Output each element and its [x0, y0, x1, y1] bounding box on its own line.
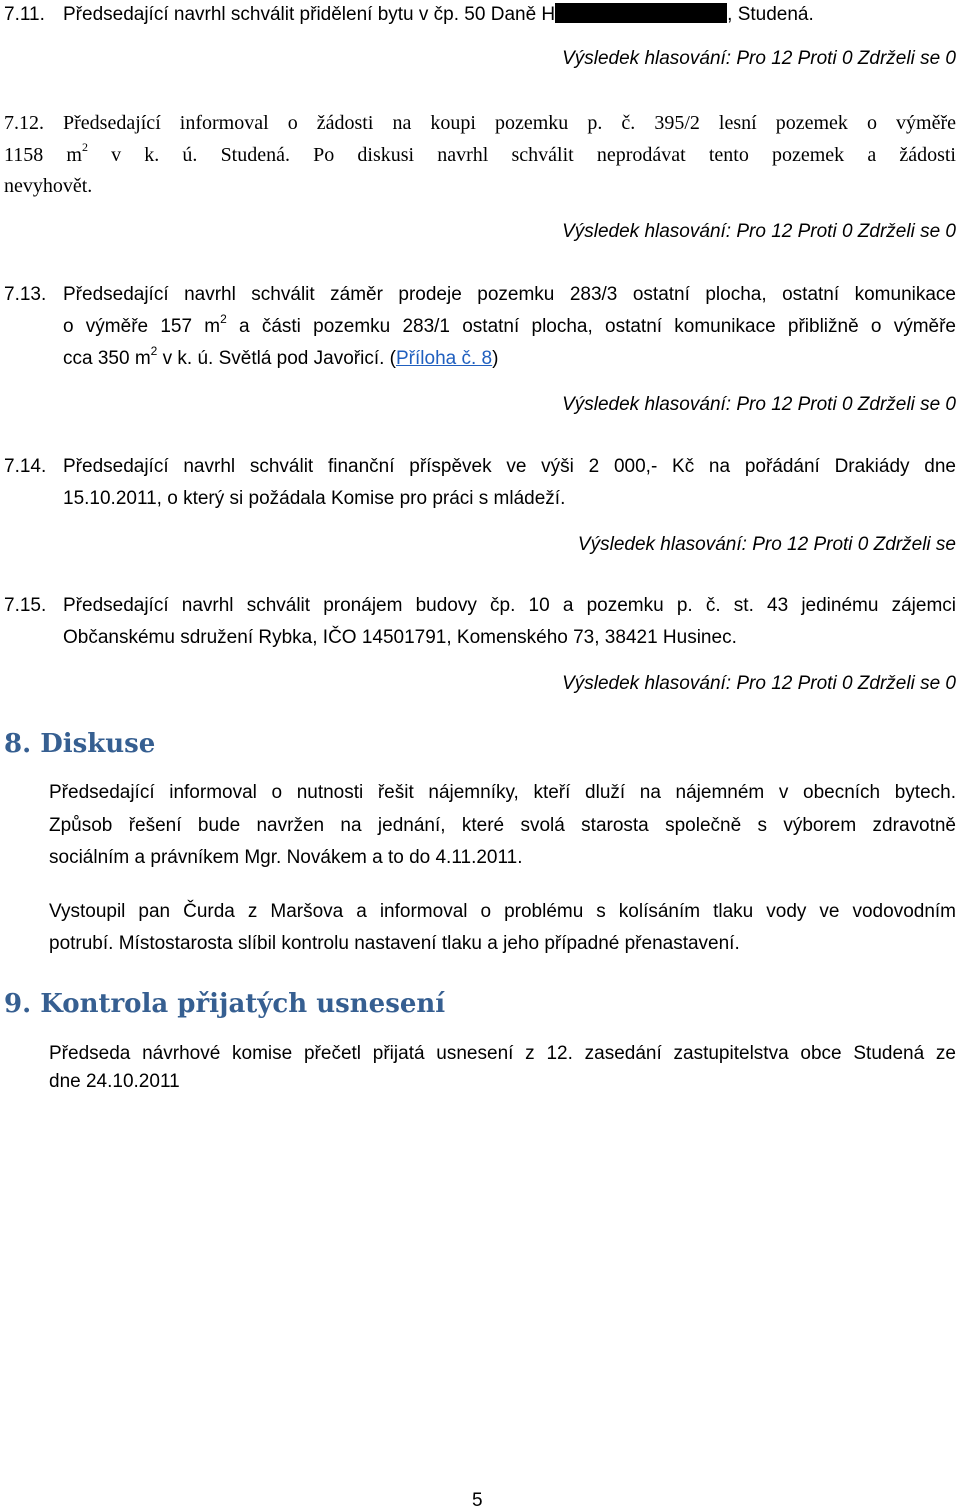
- paragraph-line: Způsob řešení bude navržen na jednání, které svolá starosta společně s výborem zdravotně: [49, 815, 956, 836]
- redaction-bar: [555, 3, 727, 23]
- paragraph-line: Předseda návrhové komise přečetl přijatá usnesení z 12. zasedání zastupitelstva obce Studená ze: [49, 1043, 956, 1064]
- item-number: 7.15.: [4, 595, 47, 616]
- paragraph-line: dne 24.10.2011: [49, 1071, 180, 1092]
- item-number: 7.11.: [4, 4, 45, 25]
- superscript: 2: [81, 140, 88, 155]
- item-text-part: cca 350 m: [63, 348, 151, 369]
- item-text-line: Předsedající navrhl schválit finanční příspěvek ve výši 2 000,- Kč na pořádání Drakiády dne: [63, 456, 956, 477]
- section-heading: 8. Diskuse: [4, 729, 156, 759]
- item-text-line: 15.10.2011, o který si požádala Komise pro práci s mládeží.: [63, 488, 566, 509]
- attachment-link[interactable]: Příloha č. 8: [396, 348, 493, 369]
- superscript: 2: [150, 343, 158, 358]
- page-number: 5: [472, 1490, 483, 1511]
- item-text: [63, 3, 814, 27]
- item-text-part: , Studená.: [727, 4, 814, 25]
- section-heading: 9. Kontrola přijatých usnesení: [4, 989, 446, 1019]
- vote-result: Výsledek hlasování: Pro 12 Proti 0 Zdrželi se 0: [562, 673, 956, 694]
- item-number: 7.14.: [4, 456, 47, 477]
- item-text-part: a části pozemku 283/1 ostatní plocha, ostatní komunikace přibližně o výměře: [226, 316, 956, 337]
- item-text-part: o výměře 157 m: [63, 316, 221, 337]
- item-text-line: [63, 311, 956, 339]
- vote-result: Výsledek hlasování: Pro 12 Proti 0 Zdrželi se 0: [562, 48, 956, 69]
- vote-result: Výsledek hlasování: Pro 12 Proti 0 Zdrželi se 0: [562, 221, 956, 242]
- item-text-line: nevyhovět.: [4, 175, 93, 197]
- paragraph-line: potrubí. Místostarosta slíbil kontrolu nastavení tlaku a jeho případné přenastavení.: [49, 933, 740, 954]
- vote-result: Výsledek hlasování: Pro 12 Proti 0 Zdrželi se: [577, 534, 956, 555]
- item-text-line: [63, 343, 499, 371]
- item-text-part: 1158 m: [4, 144, 82, 166]
- item-text-line: Předsedající navrhl schválit pronájem budovy čp. 10 a pozemku p. č. st. 43 jedinému zájemci: [63, 595, 956, 616]
- item-number: 7.12.: [4, 112, 44, 134]
- item-text-line: Předsedající navrhl schválit záměr prodeje pozemku 283/3 ostatní plocha, ostatní komunikace: [63, 284, 956, 305]
- item-text-line: Předsedající informoval o žádosti na koupi pozemku p. č. 395/2 lesní pozemek o výměře: [63, 112, 956, 134]
- item-text-line: [4, 140, 956, 167]
- item-text-part: Předsedající navrhl schválit přidělení bytu v čp. 50 Daně H: [63, 4, 556, 25]
- item-number: 7.13.: [4, 284, 47, 305]
- paragraph-line: Předsedající informoval o nutnosti řešit nájemníky, kteří dluží na nájemném v obecních bytech.: [49, 782, 956, 803]
- item-text-part: ): [492, 348, 499, 369]
- paragraph-line: Vystoupil pan Čurda z Maršova a informoval o problému s kolísáním tlaku vody ve vodovodním: [49, 901, 956, 922]
- paragraph-line: sociálním a právníkem Mgr. Novákem a to do 4.11.2011.: [49, 847, 523, 868]
- vote-result: Výsledek hlasování: Pro 12 Proti 0 Zdrželi se 0: [562, 394, 956, 415]
- item-text-part: v k. ú. Studená. Po diskusi navrhl schválit neprodávat tento pozemek a žádosti: [87, 144, 956, 166]
- item-text-line: Občanskému sdružení Rybka, IČO 14501791, Komenského 73, 38421 Husinec.: [63, 627, 737, 648]
- superscript: 2: [220, 311, 227, 326]
- item-text-part: v k. ú. Světlá pod Javořicí. (: [157, 348, 396, 369]
